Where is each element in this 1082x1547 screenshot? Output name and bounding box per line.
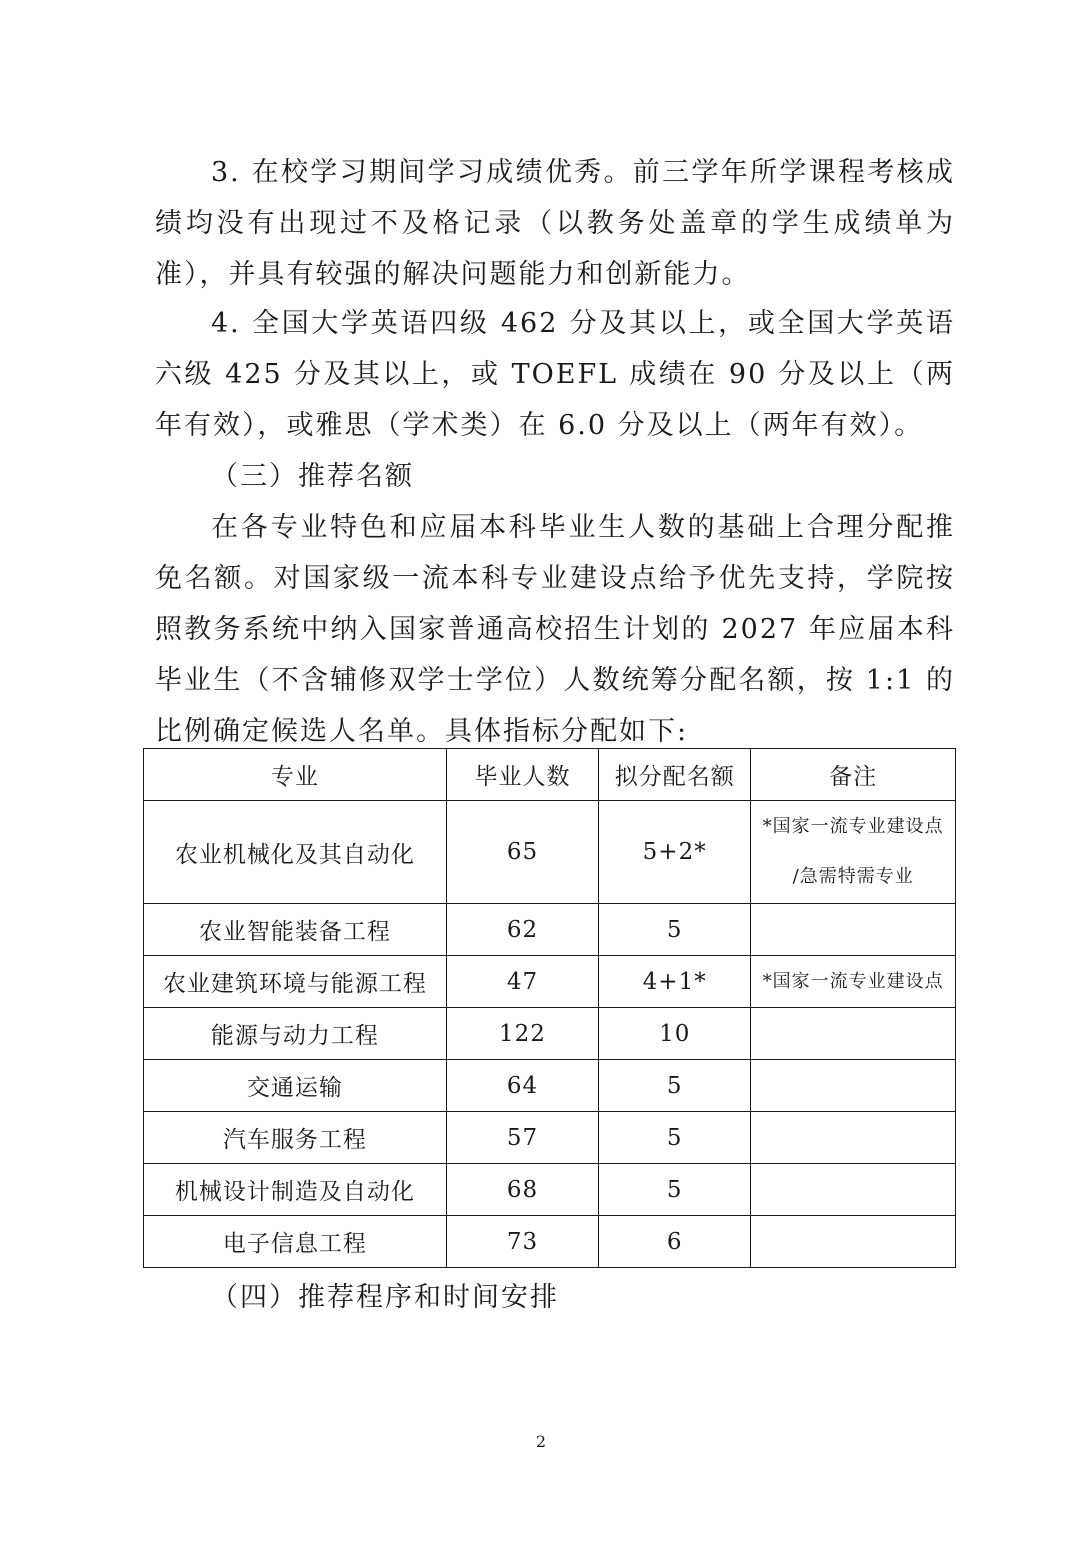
requirement-grades-paragraph: 3. 在校学习期间学习成绩优秀。前三学年所学课程考核成绩均没有出现过不及格记录（以教务处盖章的学生成绩单为准），并具有较强的解决问题能力和创新能力。: [155, 157, 955, 290]
cell-quota: 10: [599, 1008, 751, 1060]
quota-description-paragraph: 在各专业特色和应届本科毕业生人数的基础上合理分配推免名额。对国家级一流本科专业建设点给予优先支持，学院按照教务系统中纳入国家普通高校招生计划的 2027 年应届本科毕业生（不含辅修双学士学位）人数统筹分配名额，按 1:1 的比例确定候选人名单。具体指标分配如下:: [155, 512, 955, 747]
cell-major: 农业建筑环境与能源工程: [144, 956, 447, 1008]
cell-note: [751, 1112, 956, 1164]
cell-graduates: 68: [446, 1164, 598, 1216]
cell-quota: 5+2*: [599, 801, 751, 904]
cell-graduates: 122: [446, 1008, 598, 1060]
cell-note: [751, 1008, 956, 1060]
note-line-1: *国家一流专业建设点: [762, 816, 944, 837]
header-quota: 拟分配名额: [599, 749, 751, 801]
cell-quota: 5: [599, 1112, 751, 1164]
cell-major: 农业机械化及其自动化: [144, 801, 447, 904]
cell-graduates: 62: [446, 904, 598, 956]
cell-graduates: 65: [446, 801, 598, 904]
cell-note: [751, 904, 956, 956]
cell-major: 能源与动力工程: [144, 1008, 447, 1060]
table-row: [144, 1216, 956, 1268]
cell-graduates: 73: [446, 1216, 598, 1268]
cell-quota: 6: [599, 1216, 751, 1268]
cell-quota: 5: [599, 1060, 751, 1112]
cell-graduates: 64: [446, 1060, 598, 1112]
table-row: [144, 1164, 956, 1216]
cell-major: 机械设计制造及自动化: [144, 1164, 447, 1216]
cell-quota: 4+1*: [599, 956, 751, 1008]
section-heading-procedure: （四）推荐程序和时间安排: [211, 1282, 559, 1313]
header-major: 专业: [144, 749, 447, 801]
cell-note: [751, 1164, 956, 1216]
cell-note: *国家一流专业建设点: [751, 956, 956, 1008]
cell-note: [751, 801, 956, 904]
cell-note: [751, 1216, 956, 1268]
requirement-english-paragraph: 4. 全国大学英语四级 462 分及其以上，或全国大学英语六级 425 分及其以上，或 TOEFL 成绩在 90 分及以上（两年有效），或雅思（学术类）在 6.0 分及以上（两年有效）。: [155, 308, 955, 441]
cell-major: 交通运输: [144, 1060, 447, 1112]
table-row: [144, 1112, 956, 1164]
note-line-2: /急需特需专业: [792, 866, 914, 887]
table-row: [144, 801, 956, 904]
table-row: [144, 956, 956, 1008]
table-row: [144, 904, 956, 956]
cell-graduates: 47: [446, 956, 598, 1008]
table-row: [144, 1008, 956, 1060]
cell-major: 汽车服务工程: [144, 1112, 447, 1164]
cell-graduates: 57: [446, 1112, 598, 1164]
page-number: 2: [535, 1432, 547, 1451]
quota-allocation-table: [143, 748, 956, 1268]
cell-quota: 5: [599, 1164, 751, 1216]
section-heading-quota: （三）推荐名额: [211, 461, 414, 492]
table-row: [144, 1060, 956, 1112]
cell-quota: 5: [599, 904, 751, 956]
header-graduates: 毕业人数: [446, 749, 598, 801]
header-note: 备注: [751, 749, 956, 801]
cell-major: 农业智能装备工程: [144, 904, 447, 956]
cell-note: [751, 1060, 956, 1112]
table-header-row: [144, 749, 956, 801]
cell-major: 电子信息工程: [144, 1216, 447, 1268]
